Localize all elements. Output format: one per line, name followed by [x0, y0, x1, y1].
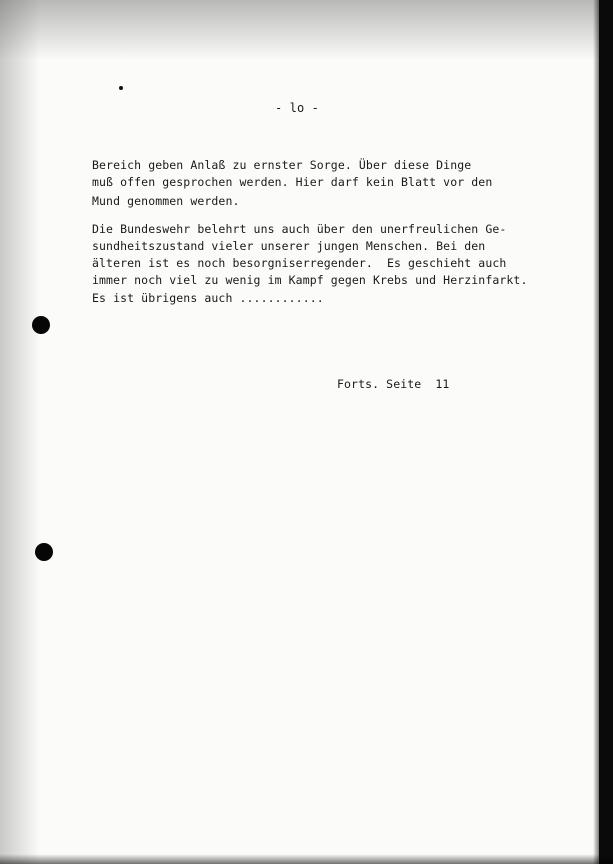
- scan-shading-left: [0, 0, 40, 864]
- paragraph-1-line-1: Bereich geben Anlaß zu ernster Sorge. Über diese Dinge: [92, 158, 472, 172]
- scan-shading-top: [0, 0, 613, 60]
- paragraph-2-line-2: sundheitszustand vieler unserer jungen Menschen. Bei den: [92, 239, 486, 253]
- paragraph-2-line-5: Es ist übrigens auch ............: [92, 291, 324, 305]
- continuation-note: Forts. Seite 11: [337, 377, 450, 391]
- scan-edge-bottom: [0, 854, 613, 864]
- ink-speck: [119, 86, 123, 90]
- punch-hole-lower: [35, 543, 53, 561]
- page-number: - lo -: [275, 101, 319, 115]
- paragraph-2-line-3: älteren ist es noch besorgniserregender. Es geschieht auch: [92, 256, 507, 270]
- paragraph-1-line-3: Mund genommen werden.: [92, 194, 240, 208]
- paragraph-2-line-1: Die Bundeswehr belehrt uns auch über den unerfreulichen Ge-: [92, 222, 507, 236]
- punch-hole-upper: [32, 316, 50, 334]
- paragraph-2-line-4: immer noch viel zu wenig im Kampf gegen Krebs und Herzinfarkt.: [92, 273, 528, 287]
- paragraph-1-line-2: muß offen gesprochen werden. Hier darf kein Blatt vor den: [92, 175, 493, 189]
- scan-edge-right: [599, 0, 613, 864]
